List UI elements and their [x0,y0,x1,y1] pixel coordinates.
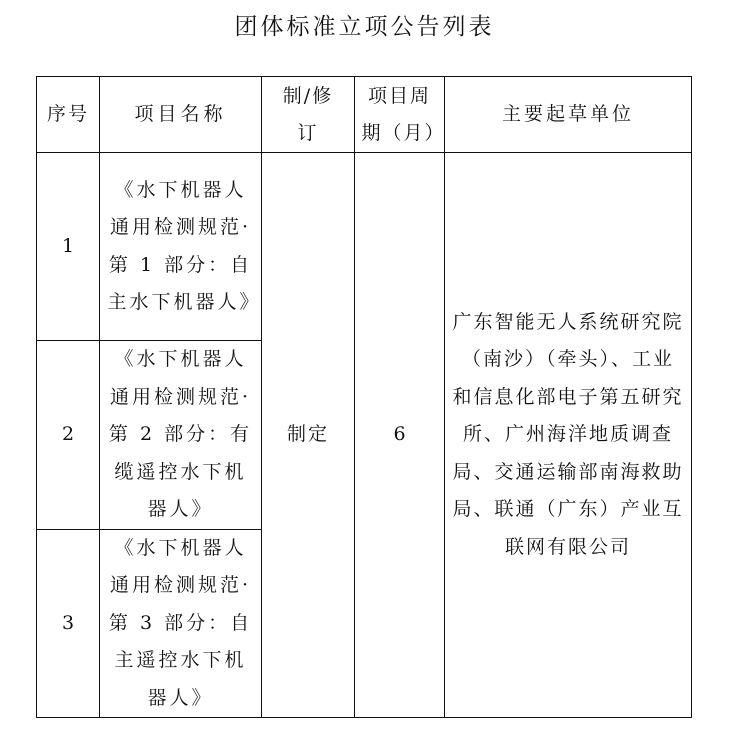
page-title: 团体标准立项公告列表 [234,14,495,40]
row-type: 制定 [262,153,355,718]
header-seq: 序号 [37,77,100,153]
table-row [37,153,692,341]
row-seq: 3 [37,529,100,718]
announcement-table [36,76,692,718]
header-unit: 主要起草单位 [445,77,692,153]
row-name: 《水下机器人通用检测规范·第 3 部分：自主遥控水下机器人》 [100,529,262,718]
row-name: 《水下机器人通用检测规范·第 2 部分：有缆遥控水下机器人》 [100,341,262,530]
row-name: 《水下机器人通用检测规范·第 1 部分：自主水下机器人》 [100,153,262,341]
row-unit: 广东智能无人系统研究院（南沙）（牵头）、工业和信息化部电子第五研究所、广州海洋地质调查局、交通运输部南海救助局、联通（广东）产业互联网有限公司 [445,153,692,718]
header-period: 项目周期（月） [355,77,445,153]
header-type: 制/修订 [262,77,355,153]
row-seq: 2 [37,341,100,530]
header-row [37,77,692,153]
title-bar [0,0,729,50]
row-period: 6 [355,153,445,718]
header-name: 项目名称 [100,77,262,153]
row-seq: 1 [37,153,100,341]
